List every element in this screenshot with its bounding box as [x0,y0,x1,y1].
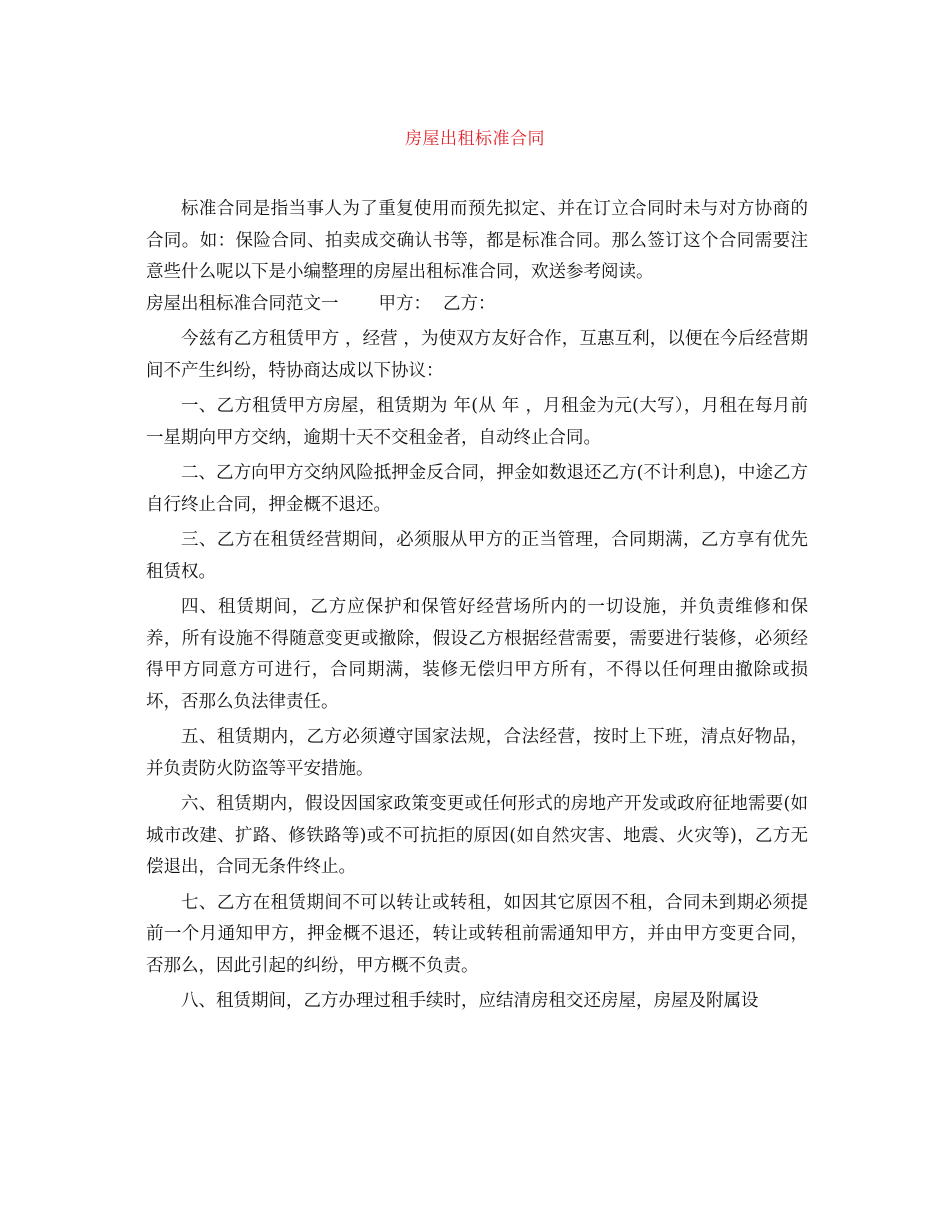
clause-3: 三、乙方在租赁经营期间，必须服从甲方的正当管理，合同期满，乙方享有优先租赁权。 [146,530,808,582]
sample-heading [146,289,808,321]
document-title: 房屋出租标准合同 [405,129,545,149]
party-b-label: 乙方： [443,293,496,314]
clause-5: 五、租赁期内，乙方必须遵守国家法规，合法经营，按时上下班，清点好物品，并负责防火防盗等平安措施。 [146,727,808,779]
intro-paragraph: 标准合同是指当事人为了重复使用而预先拟定、并在订立合同时未与对方协商的合同。如：保险合同、拍卖成交确认书等，都是标准合同。那么签订这个合同需要注意些什么呢以下是小编整理的房屋出租标准合同，欢送参考阅读。 [146,199,808,282]
clause-6: 六、租赁期内，假设因国家政策变更或任何形式的房地产开发或政府征地需要(如城市改建、扩路、修铁路等)或不可抗拒的原因(如自然灾害、地震、火灾等)，乙方无偿退出，合同无条件终止。 [146,794,808,877]
preamble-paragraph: 今兹有乙方租赁甲方 ，经营 ，为使双方友好合作，互惠互利，以便在今后经营期间不产生纠纷，特协商达成以下协议： [146,329,808,381]
clause-2: 二、乙方向甲方交纳风险抵押金反合同，押金如数退还乙方(不计利息)，中途乙方自行终止合同，押金概不退还。 [146,463,808,515]
sample-heading-text: 房屋出租标准合同范文一 [146,293,339,314]
clause-8: 八、租赁期间，乙方办理过租手续时，应结清房租交还房屋，房屋及附属设 [181,991,759,1011]
clause-1: 一、乙方租赁甲方房屋，租赁期为 年(从 年 ，月租金为元(大写），月租在每月前一星期向甲方交纳，逾期十天不交租金者，自动终止合同。 [146,396,808,448]
party-a-label: 甲方： [378,293,431,314]
document-body [146,194,808,1022]
clause-4: 四、租赁期间，乙方应保护和保管好经营场所内的一切设施，并负责维修和保养，所有设施不得随意变更或撤除，假设乙方根据经营需要，需要进行装修，必须经得甲方同意方可进行，合同期满，装修无偿归甲方所有，不得以任何理由撤除或损坏，否那么负法律责任。 [146,597,808,712]
clause-7: 七、乙方在租赁期间不可以转让或转租，如因其它原因不租，合同未到期必须提前一个月通知甲方，押金概不退还，转让或转租前需通知甲方，并由甲方变更合同，否那么，因此引起的纠纷，甲方概不负责。 [146,892,808,976]
